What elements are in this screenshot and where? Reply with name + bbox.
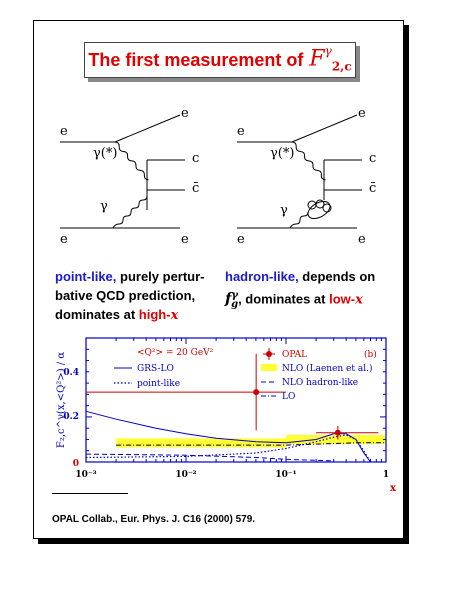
hadronlike-description: hadron-like, depends on $f^\gamma_g$, dominates at low-x: [225, 269, 376, 310]
x-tick-1e-2: 10⁻²: [175, 470, 197, 480]
diagram-left-gamma-star: γ(*): [93, 146, 118, 161]
x-tick-1e-1: 10⁻¹: [275, 470, 297, 480]
y-tick-0: 0: [72, 459, 79, 469]
y-axis-label: F₂,c^γ(x,<Q²>) / α: [56, 351, 67, 449]
diagram-right-gamma-star: γ(*): [270, 146, 295, 161]
opal-point: [253, 389, 259, 395]
title-text: The first measurement of: [88, 49, 304, 70]
diagram-left-cbar: c̄: [192, 181, 200, 196]
f2c-plot: [52, 335, 404, 497]
diagram-right-gamma: γ: [280, 203, 288, 218]
footnote-citation: OPAL Collab., Eur. Phys. J. C16 (2000) 579.: [52, 514, 256, 525]
diagram-left-e-top-right: e: [181, 106, 189, 121]
feynman-diagram-hadronlike: [232, 110, 382, 250]
diagram-left-e-bottom-right: e: [181, 232, 189, 247]
legend-point-like: point-like: [137, 379, 181, 389]
diagram-right-e-top-right: e: [358, 106, 366, 121]
legend-grs-lo: GRS-LO: [137, 364, 174, 374]
diagram-right-e-top-left: e: [237, 124, 245, 139]
diagram-right-cbar: c̄: [369, 181, 377, 196]
diagram-left-c: c: [192, 151, 200, 166]
diagram-left-e-top-left: e: [60, 124, 68, 139]
panel-tag: (b): [364, 350, 377, 360]
x-tick-1: 1: [382, 470, 390, 480]
legend-opal: OPAL: [282, 350, 308, 360]
footnote-rule: [52, 493, 128, 494]
feynman-diagram-pointlike: [55, 110, 205, 250]
y-tick-0-4: 0.4: [63, 368, 79, 378]
x-tick-1e-3: 10⁻³: [75, 470, 97, 480]
legend-lo: LO: [282, 392, 296, 402]
legend-nlo-hadron: NLO hadron-like: [282, 378, 359, 388]
f2c-plot-svg: [52, 335, 404, 497]
opal-point: [335, 430, 341, 436]
pointlike-description: point-like, purely pertur- bative QCD prediction, dominates at high-x: [55, 269, 205, 323]
title-symbol: $F^\gamma_{2,c}$: [309, 44, 352, 74]
y-tick-0-2: 0.2: [63, 412, 79, 422]
diagram-right-e-bottom-left: e: [237, 232, 245, 247]
diagram-left-gamma: γ: [100, 199, 108, 214]
title-box: [84, 42, 356, 78]
legend-band-swatch: [261, 364, 277, 371]
diagram-right-c: c: [369, 151, 377, 166]
diagram-right-e-bottom-right: e: [358, 232, 366, 247]
diagram-left-e-bottom-left: e: [60, 232, 68, 247]
legend-nlo-band: NLO (Laenen et al.): [282, 364, 373, 374]
legend-opal-marker: [266, 351, 272, 357]
x-axis-label: x: [390, 483, 396, 494]
q2-label: <Q²> = 20 GeV²: [137, 348, 214, 358]
